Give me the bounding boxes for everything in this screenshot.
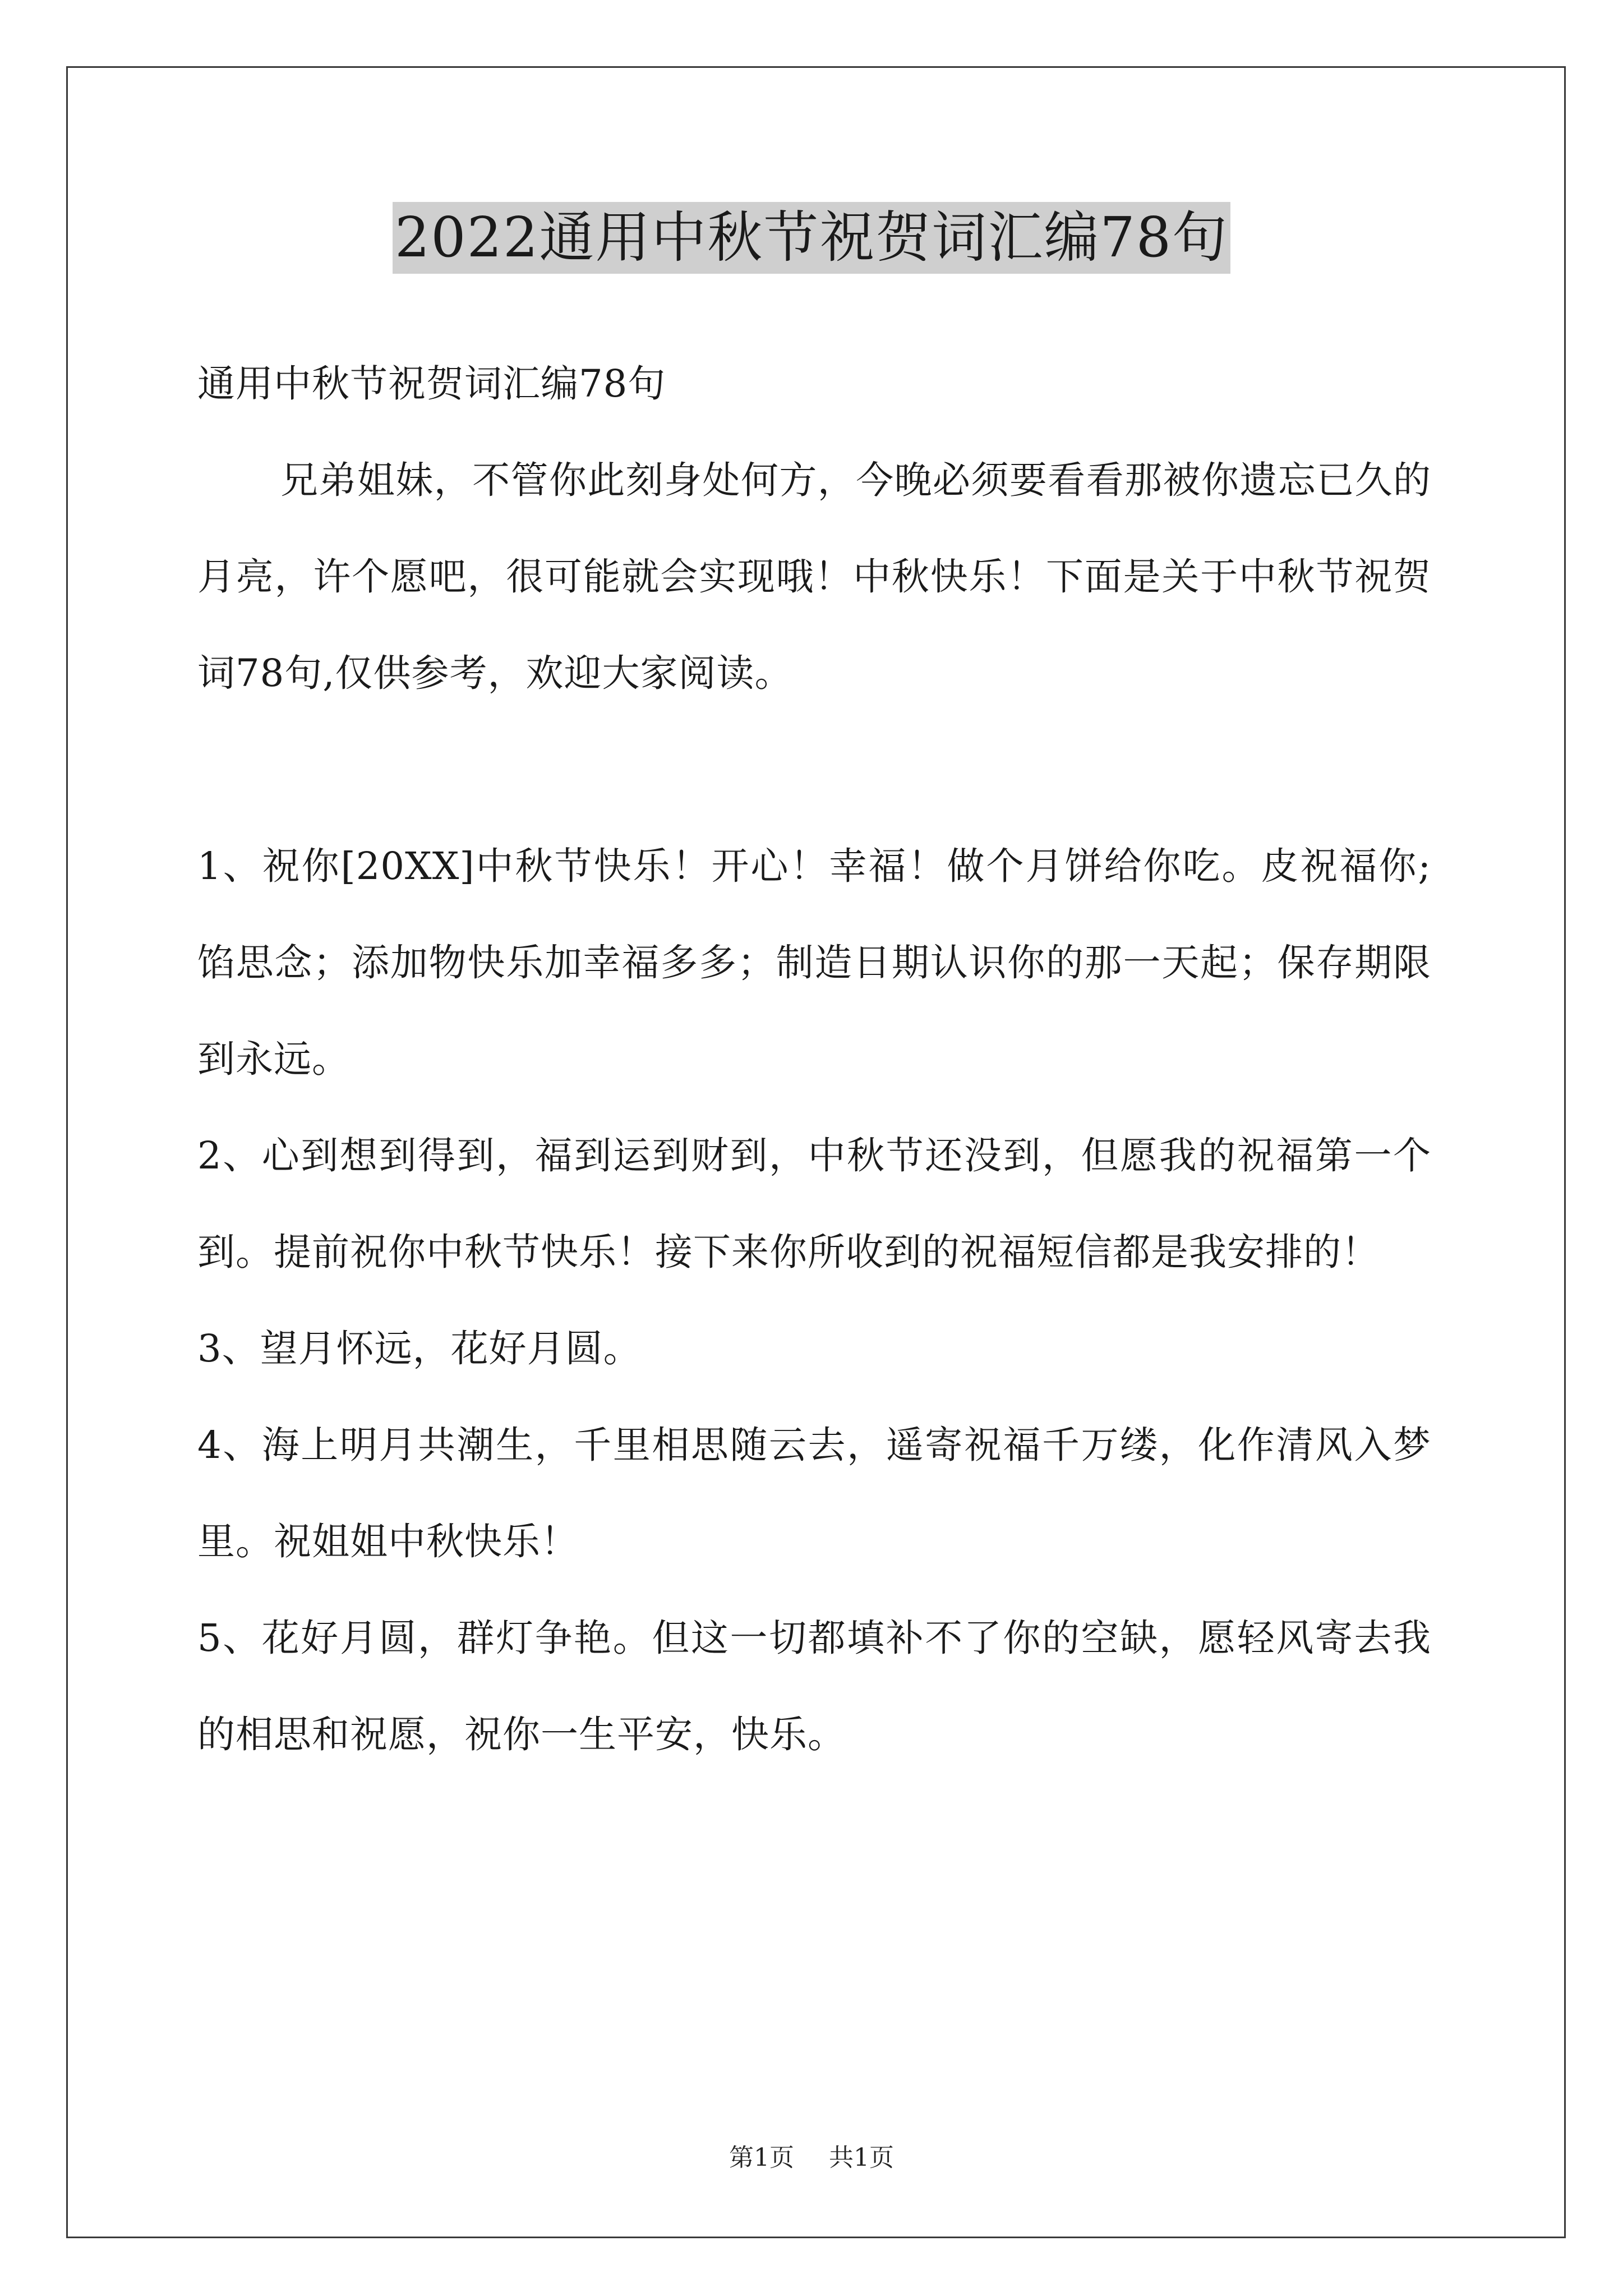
intro-paragraph: 兄弟姐妹，不管你此刻身处何方，今晚必须要看看那被你遗忘已久的月亮，许个愿吧，很可能就会实现哦！中秋快乐！下面是关于中秋节祝贺词78句,仅供参考，欢迎大家阅读。	[197, 458, 1431, 695]
paragraph-spacer	[197, 721, 1431, 818]
total-pages: 共1页	[829, 2143, 894, 2172]
list-item: 3、望月怀远，花好月圆。	[197, 1327, 642, 1370]
page-number: 第1页	[729, 2143, 794, 2172]
list-item: 4、海上明月共潮生，千里相思随云去，遥寄祝福千万缕，化作清风入梦里。祝姐姐中秋快乐！	[197, 1423, 1431, 1563]
document-title	[0, 202, 1623, 274]
list-item: 5、花好月圆，群灯争艳。但这一切都填补不了你的空缺，愿轻风寄去我的相思和祝愿，祝你一生平安，快乐。	[197, 1616, 1431, 1756]
document-subtitle: 通用中秋节祝贺词汇编78句	[197, 362, 666, 406]
page-footer	[0, 2137, 1623, 2173]
document-body	[197, 335, 1431, 1783]
list-item: 2、心到想到得到，福到运到财到，中秋节还没到，但愿我的祝福第一个到。提前祝你中秋节快乐！接下来你所收到的祝福短信都是我安排的！	[197, 1134, 1431, 1274]
list-item: 1、祝你[20XX]中秋节快乐！开心！幸福！做个月饼给你吃。皮祝福你;馅思念；添加物快乐加幸福多多；制造日期认识你的那一天起；保存期限到永远。	[197, 844, 1431, 1081]
document-title-text: 2022通用中秋节祝贺词汇编78句	[393, 202, 1230, 274]
